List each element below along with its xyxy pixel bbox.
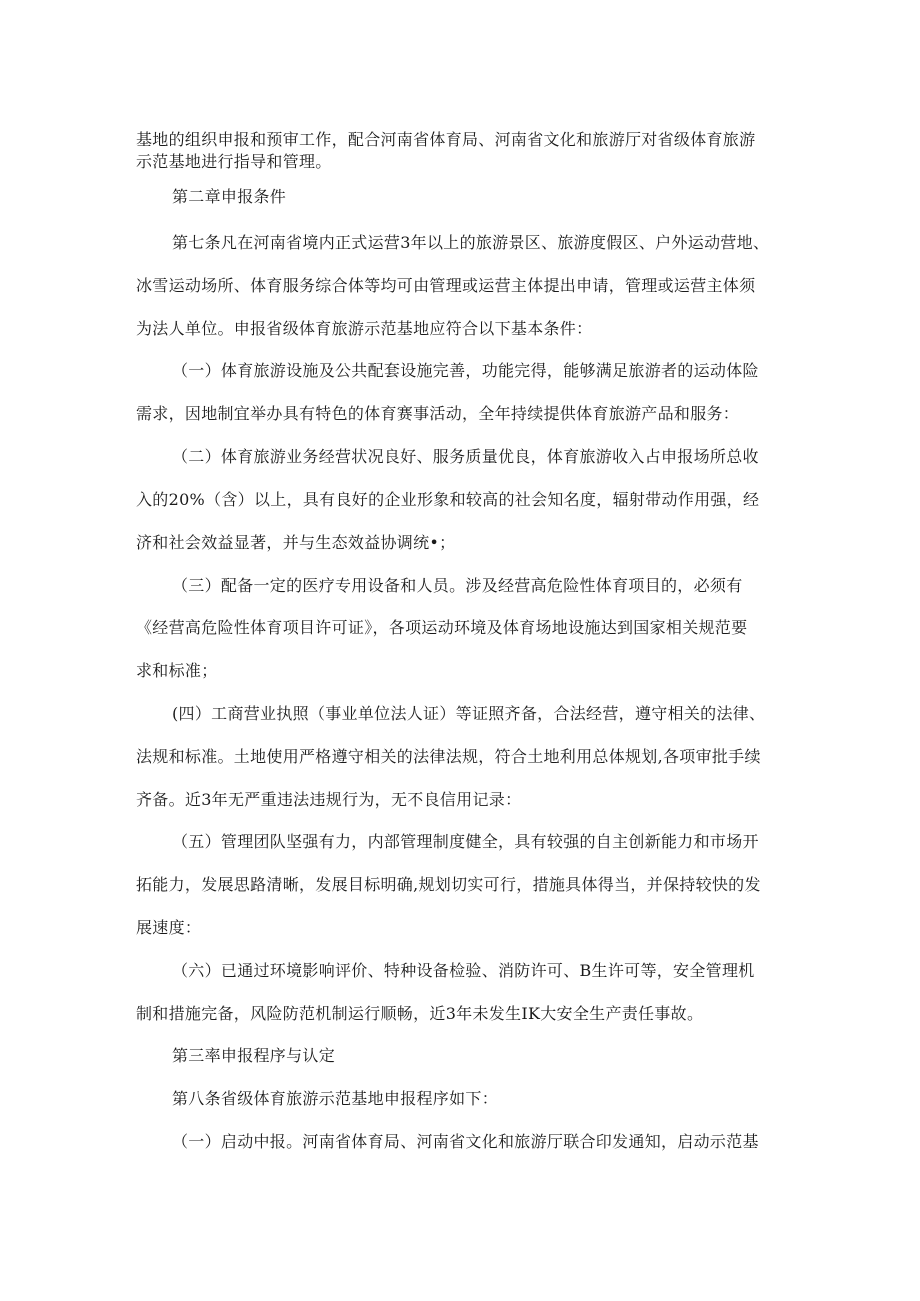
text-line: 第七条凡在河南省境内正式运营3年以上的旅游景区、旅游度假区、户外运动营地、 <box>172 233 770 252</box>
text-line: 入的20%（含）以上，具有良好的企业形象和较高的社会知名度，辐射带动作用强，经 <box>136 490 760 509</box>
text-line: 《经营高危险性体育项目许可证》，各项运动环境及体育场地设施达到国家相关规范要 <box>136 618 748 637</box>
text-line: （六）已通过环境影响评价、特种设备检验、消防许可、B生许可等，安全管理机 <box>172 961 755 980</box>
article-heading: 第八条省级体育旅游示范基地申报程序如下： <box>172 1089 499 1108</box>
text-line: 需求，因地制宜举办具有特色的体育赛事活动，全年持续提供体育旅游产品和服务： <box>136 404 740 423</box>
text-line: 制和措施完备，风险防范机制运行顺畅，近3年未发生IK大安全生产责任事故。 <box>136 1004 704 1023</box>
text-line: （一）启动中报。河南省体育局、河南省文化和旅游厅联合印发通知，启动示范基 <box>172 1132 759 1151</box>
text-line: 拓能力，发展思路清晰，发展目标明确,规划切实可行，措施具体得当，并保持较快的发 <box>136 875 761 894</box>
text-line: （二）体育旅游业务经营状况良好、服务质量优良，体育旅游收入占申报场所总收 <box>172 447 759 466</box>
text-line: 法规和标准。土地使用严格遵守相关的法律法规，符合土地利用总体规划,各项审批手续 <box>136 747 761 766</box>
text-line: 冰雪运动场所、体育服务综合体等均可由管理或运营主体提出申请，管理或运营主体须 <box>136 276 756 295</box>
text-line: 基地的组织申报和预审工作，配合河南省体育局、河南省文化和旅游厅对省级体育旅游 <box>136 130 756 149</box>
text-line: 济和社会效益显著，并与生态效益协调统•； <box>136 533 456 552</box>
text-line: 求和标准； <box>136 661 218 680</box>
chapter-heading: 第三率申报程序与认定 <box>172 1046 336 1065</box>
text-line: 示范基地进行指导和管理。 <box>136 152 332 171</box>
text-line: 齐备。近3年无严重违法违规行为，无不良信用记录： <box>136 790 522 809</box>
text-line: （三）配备一定的医疗专用设备和人员。涉及经营高危险性体育项目的，必须有 <box>172 576 743 595</box>
text-line: （五）管理团队坚强有力，内部管理制度健全，具有较强的自主创新能力和市场开 <box>172 832 759 851</box>
text-line: (四）工商营业执照（事业单位法人证）等证照齐备，合法经营，遵守相关的法律、 <box>172 704 766 723</box>
text-line: 为法人单位。申报省级体育旅游示范基地应符合以下基本条件： <box>136 319 593 338</box>
chapter-heading: 第二章申报条件 <box>172 187 287 206</box>
text-line: 展速度： <box>136 918 202 937</box>
text-line: （一）体育旅游设施及公共配套设施完善，功能完得，能够满足旅游者的运动体险 <box>172 361 759 380</box>
